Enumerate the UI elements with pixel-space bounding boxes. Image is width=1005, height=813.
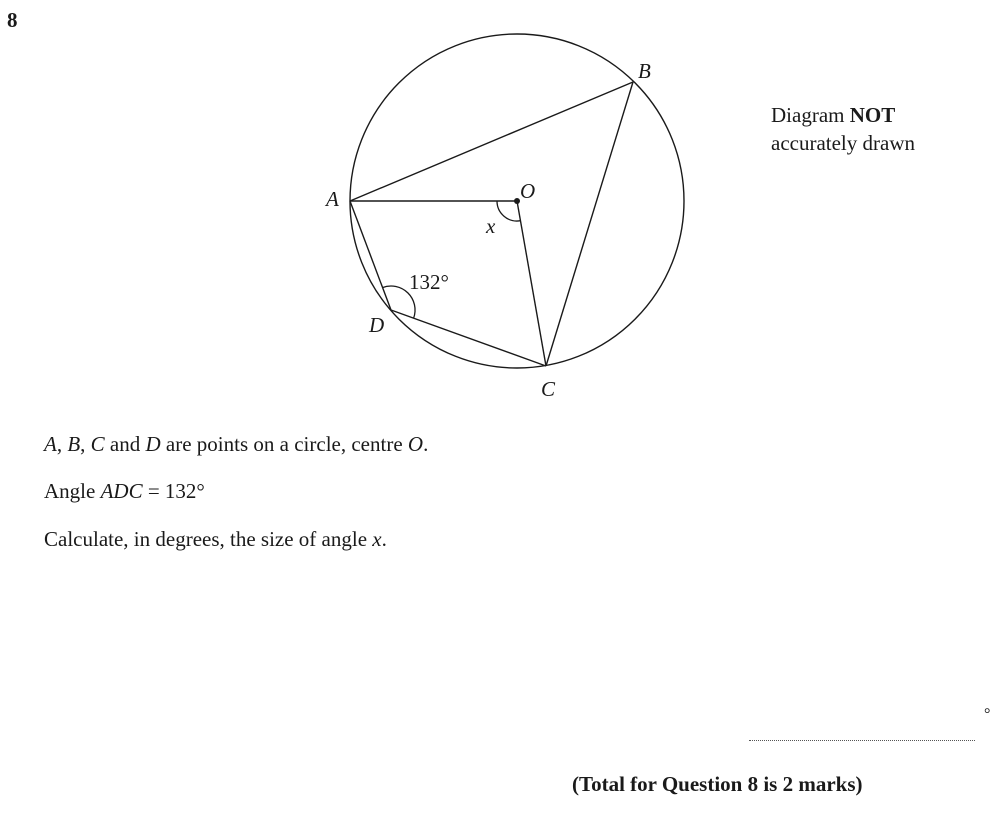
total-marks: (Total for Question 8 is 2 marks) bbox=[572, 772, 863, 796]
chord-ad bbox=[350, 201, 391, 310]
label-c: C bbox=[541, 377, 556, 401]
point-o: O bbox=[407, 432, 424, 456]
label-b: B bbox=[638, 59, 651, 83]
diagram-note bbox=[771, 101, 915, 157]
angle-value: = 132° bbox=[142, 479, 205, 503]
question-statement bbox=[44, 432, 428, 457]
label-d: D bbox=[369, 313, 385, 337]
label-a: A bbox=[326, 187, 339, 211]
answer-degree-symbol: ° bbox=[984, 706, 991, 723]
note-prefix: Diagram bbox=[771, 103, 850, 127]
angle-name: ADC bbox=[100, 479, 143, 503]
point-c: C bbox=[90, 432, 105, 456]
point-b: B bbox=[67, 432, 81, 456]
note-emphasis: NOT bbox=[849, 103, 896, 127]
note-line-1 bbox=[771, 101, 915, 129]
separator: , bbox=[56, 432, 68, 456]
angle-given bbox=[44, 479, 205, 504]
variable-x: x bbox=[372, 527, 382, 551]
note-line-2: accurately drawn bbox=[771, 131, 915, 155]
full-stop: . bbox=[423, 432, 429, 456]
statement-text: are points on a circle, centre bbox=[160, 432, 408, 456]
instruction-text: Calculate, in degrees, the size of angle bbox=[44, 527, 373, 551]
conjunction: and bbox=[104, 432, 146, 456]
chord-ab bbox=[350, 82, 633, 201]
chord-dc bbox=[391, 310, 546, 366]
answer-line[interactable] bbox=[749, 740, 975, 741]
chord-bc bbox=[546, 82, 633, 366]
label-angle-d: 132° bbox=[409, 270, 449, 294]
separator: , bbox=[80, 432, 91, 456]
radius-oc bbox=[517, 201, 546, 366]
label-o: O bbox=[520, 179, 536, 203]
point-d: D bbox=[145, 432, 161, 456]
instruction bbox=[44, 527, 387, 552]
label-x: x bbox=[486, 214, 496, 238]
full-stop: . bbox=[381, 527, 387, 551]
point-a: A bbox=[44, 432, 57, 456]
angle-prefix: Angle bbox=[44, 479, 101, 503]
question-number: 8 bbox=[7, 8, 18, 32]
